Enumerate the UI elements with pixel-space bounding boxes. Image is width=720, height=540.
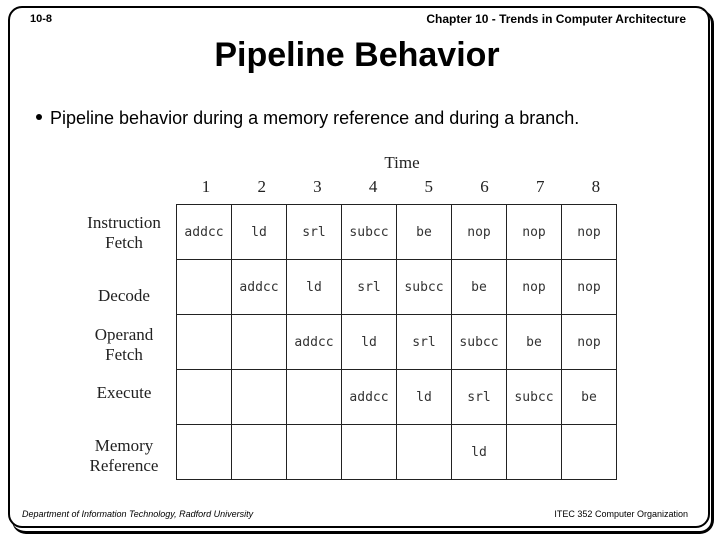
instruction-text: ld bbox=[361, 335, 377, 350]
instruction-text: nop bbox=[522, 280, 546, 295]
instruction-text: ld bbox=[251, 225, 267, 240]
instruction-text: nop bbox=[577, 225, 601, 240]
stage-label: Fetch bbox=[105, 233, 143, 252]
pipeline-cell bbox=[342, 205, 397, 260]
instruction-text: srl bbox=[302, 225, 326, 240]
pipeline-cell bbox=[507, 315, 562, 370]
instruction-text: be bbox=[471, 280, 487, 295]
pipeline-cell bbox=[397, 370, 452, 425]
footer-course: ITEC 352 Computer Organization bbox=[554, 509, 688, 519]
pipeline-cell bbox=[452, 315, 507, 370]
instruction-text: subcc bbox=[404, 280, 444, 295]
pipeline-row bbox=[177, 370, 617, 425]
pipeline-cell bbox=[507, 205, 562, 260]
instruction-text: be bbox=[416, 225, 432, 240]
pipeline-cell bbox=[507, 425, 562, 480]
time-step-number: 1 bbox=[201, 177, 211, 196]
pipeline-cell bbox=[397, 425, 452, 480]
slide-title: Pipeline Behavior bbox=[214, 36, 500, 74]
pipeline-cell bbox=[177, 205, 232, 260]
instruction-text: srl bbox=[357, 280, 381, 295]
pipeline-cell bbox=[232, 260, 287, 315]
pipeline-cell bbox=[287, 260, 342, 315]
instruction-text: ld bbox=[471, 445, 487, 460]
stage-label: Reference bbox=[89, 456, 159, 475]
instruction-text: nop bbox=[577, 280, 601, 295]
pipeline-cell bbox=[287, 315, 342, 370]
pipeline-cell bbox=[397, 315, 452, 370]
time-step-number: 5 bbox=[424, 177, 434, 196]
time-step-number: 8 bbox=[591, 177, 601, 196]
bullet-dot-icon bbox=[36, 114, 42, 120]
instruction-text: addcc bbox=[239, 280, 279, 295]
stage-label: Operand bbox=[94, 325, 154, 344]
stage-label: Fetch bbox=[105, 345, 143, 364]
pipeline-row bbox=[177, 425, 617, 480]
instruction-text: subcc bbox=[459, 335, 499, 350]
time-step-number: 4 bbox=[368, 177, 378, 196]
instruction-text: nop bbox=[577, 335, 601, 350]
pipeline-cell bbox=[177, 315, 232, 370]
instruction-text: subcc bbox=[514, 390, 554, 405]
pipeline-table bbox=[176, 204, 617, 480]
pipeline-cell bbox=[232, 370, 287, 425]
pipeline-cell bbox=[562, 425, 617, 480]
pipeline-cell bbox=[342, 315, 397, 370]
instruction-text: ld bbox=[416, 390, 432, 405]
pipeline-cell bbox=[452, 205, 507, 260]
pipeline-cell bbox=[177, 260, 232, 315]
stage-label: Memory bbox=[94, 436, 154, 455]
chapter-title: Chapter 10 - Trends in Computer Architecture bbox=[426, 12, 686, 26]
instruction-text: subcc bbox=[349, 225, 389, 240]
pipeline-cell bbox=[232, 315, 287, 370]
time-step-number: 6 bbox=[480, 177, 489, 196]
pipeline-cell bbox=[562, 370, 617, 425]
pipeline-cell bbox=[177, 425, 232, 480]
instruction-text: addcc bbox=[349, 390, 389, 405]
instruction-text: be bbox=[526, 335, 542, 350]
instruction-text: srl bbox=[412, 335, 436, 350]
pipeline-cell bbox=[452, 260, 507, 315]
pipeline-row bbox=[177, 260, 617, 315]
instruction-text: be bbox=[581, 390, 597, 405]
pipeline-cell bbox=[452, 425, 507, 480]
pipeline-cell bbox=[177, 370, 232, 425]
pipeline-cell bbox=[287, 425, 342, 480]
footer-department: Department of Information Technology, Radford University bbox=[22, 509, 254, 519]
stage-label: Decode bbox=[98, 286, 150, 305]
pipeline-row bbox=[177, 315, 617, 370]
pipeline-cell bbox=[507, 260, 562, 315]
pipeline-cell bbox=[287, 370, 342, 425]
stage-label: Instruction bbox=[87, 213, 161, 232]
pipeline-cell bbox=[342, 425, 397, 480]
time-step-number: 7 bbox=[535, 177, 545, 196]
stage-label: Execute bbox=[96, 383, 152, 402]
pipeline-cell bbox=[342, 370, 397, 425]
slide-number: 10-8 bbox=[30, 13, 53, 25]
pipeline-cell bbox=[232, 425, 287, 480]
pipeline-cell bbox=[452, 370, 507, 425]
instruction-text: srl bbox=[467, 390, 491, 405]
pipeline-cell bbox=[232, 205, 287, 260]
pipeline-cell bbox=[562, 205, 617, 260]
pipeline-cell bbox=[397, 205, 452, 260]
instruction-text: addcc bbox=[294, 335, 334, 350]
time-step-number: 2 bbox=[257, 177, 266, 196]
pipeline-cell bbox=[397, 260, 452, 315]
instruction-text: nop bbox=[467, 225, 491, 240]
bullet-item bbox=[36, 108, 579, 129]
time-axis-label: Time bbox=[384, 153, 420, 172]
pipeline-cell bbox=[562, 260, 617, 315]
pipeline-cell bbox=[562, 315, 617, 370]
instruction-text: ld bbox=[306, 280, 322, 295]
instruction-text: addcc bbox=[184, 225, 224, 240]
pipeline-cell bbox=[287, 205, 342, 260]
time-step-number: 3 bbox=[313, 177, 322, 196]
bullet-text: Pipeline behavior during a memory reference and during a branch. bbox=[50, 108, 580, 128]
pipeline-cell bbox=[507, 370, 562, 425]
pipeline-row bbox=[177, 205, 617, 260]
pipeline-cell bbox=[342, 260, 397, 315]
instruction-text: nop bbox=[522, 225, 546, 240]
